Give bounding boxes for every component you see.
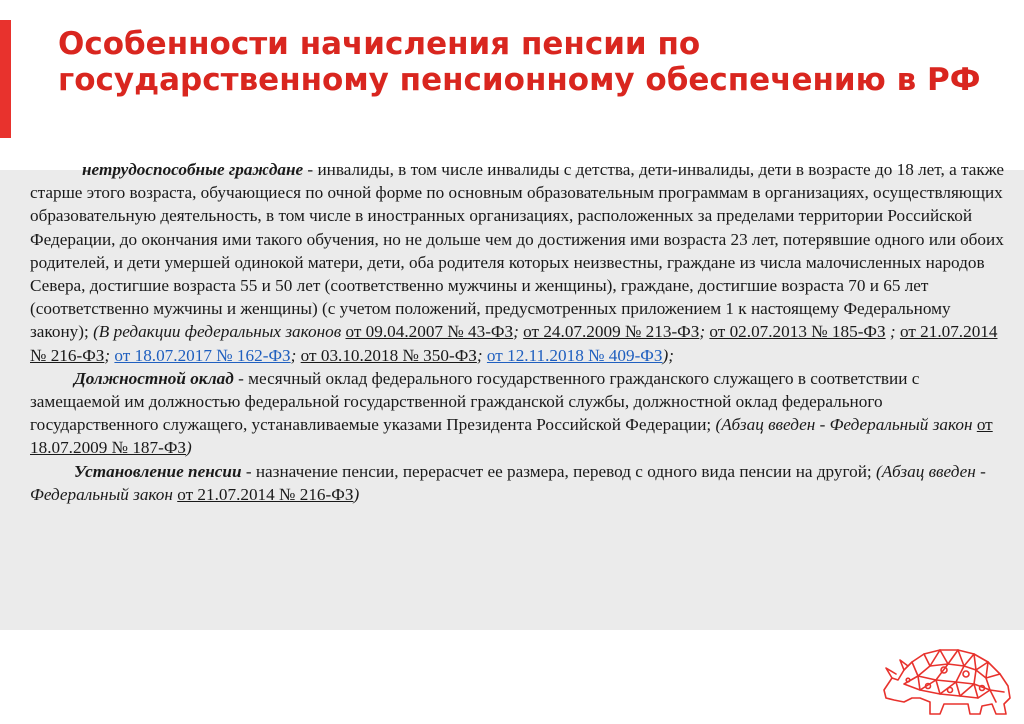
law-link-2009-213[interactable]: от 24.07.2009 № 213-ФЗ: [523, 322, 700, 342]
definition-text: - месячный оклад федерального государственного гражданского служащего в соответствии с замещаемой им должностью федеральной государственной гражданской службы, должностной оклад федерального государственного служащего, устанавливаемые указами Президента Российской Федерации;: [30, 368, 920, 435]
law-link-2014-216[interactable]: от 21.07.2014 № 216-ФЗ: [30, 322, 998, 365]
paragraph-pension-establishment: Установление пенсии - назначение пенсии, перерасчет ее размера, перевод с одного вида пенсии на другой; (Абзац введен - Федеральный закон от 21.07.2014 № 216-ФЗ): [30, 461, 986, 504]
term-official-salary: Должностной оклад: [74, 368, 234, 388]
amendment-note: (Абзац введен - Федеральный закон: [30, 461, 986, 504]
law-link-2013-185[interactable]: от 02.07.2013 № 185-ФЗ: [709, 322, 886, 342]
term-pension-establishment: Установление пенсии: [74, 461, 242, 481]
law-link-2018-350[interactable]: от 03.10.2018 № 350-ФЗ: [300, 345, 477, 365]
paragraph-disabled-citizens: нетрудоспособные граждане - инвалиды, в том числе инвалиды с детства, дети-инвалиды, дети в возрасте до 18 лет, а также старше этого возраста, обучающиеся по очной форме по основным образовательным программам в организациях, осуществляющих образовательную деятельность, в том числе в иностранных организациях, расположенных за пределами территории Российской Федерации, до окончания ими такого обучения, но не дольше чем до достижения ими возраста 23 лет, потерявшие одного или обоих родителей, и дети умершей одинокой матери, дети, оба родителя которых неизвестны, граждане из числа малочисленных народов Севера, достигшие возраста 55 и 50 лет (соответственно мужчины и женщины), граждане, достигшие возраста 70 и 65 лет (соответственно мужчины и женщины) (с учетом положений, предусмотренных приложением 1 к настоящему Федеральному закону); (В редакции федеральных законов от 09.04.2007 № 43-ФЗ; от 24.07.2009 № 213-ФЗ; от 02.07.2013 № 185-ФЗ ; от 21.07.2014 № 216-ФЗ; от 18.07.2017 № 162-ФЗ; от 03.10.2018 № 350-ФЗ; от 12.11.2018 № 409-ФЗ);: [30, 160, 1005, 365]
definition-text: - назначение пенсии, перерасчет ее размера, перевод с одного вида пенсии на другой;: [241, 461, 877, 481]
law-link-2007-43[interactable]: от 09.04.2007 № 43-ФЗ: [345, 322, 514, 342]
law-link-2017-162[interactable]: от 18.07.2017 № 162-ФЗ: [114, 345, 291, 365]
law-link-2018-409[interactable]: от 12.11.2018 № 409-ФЗ: [486, 345, 663, 365]
law-link-2014-216-b[interactable]: от 21.07.2014 № 216-ФЗ: [177, 484, 354, 504]
body-text: [30, 158, 1008, 506]
amendment-note: (В редакции федеральных законов: [93, 322, 346, 342]
term-disabled-citizens: нетрудоспособные граждане: [82, 160, 304, 179]
slide-title: Особенности начисления пенсии по государственному пенсионному обеспечению в РФ: [58, 26, 981, 98]
definition-text: - инвалиды, в том числе инвалиды с детства, дети-инвалиды, дети в возрасте до 18 лет, а также старше этого возраста, обучающиеся по очной форме по основным образовательным программам в организациях, осуществляющих образовательную деятельность, в том числе в иностранных организациях, расположенных за пределами территории Российской Федерации, до окончания ими такого обучения, но не дольше чем до достижения ими возраста 23 лет, потерявшие одного или обоих родителей, и дети умершей одинокой матери, дети, оба родителя которых неизвестны, граждане из числа малочисленных народов Севера, достигшие возраста 55 и 50 лет (соответственно мужчины и женщины), граждане, достигшие возраста 70 и 65 лет (соответственно мужчины и женщины) (с учетом положений, предусмотренных приложением 1 к настоящему Федеральному закону);: [30, 160, 1005, 342]
paragraph-official-salary: Должностной оклад - месячный оклад федерального государственного гражданского служащего в соответствии с замещаемой им должностью федеральной государственной гражданской службы, должностной оклад федерального государственного служащего, устанавливаемые указами Президента Российской Федерации; (Абзац введен - Федеральный закон от 18.07.2009 № 187-ФЗ): [30, 368, 993, 458]
title-accent-bar: [0, 20, 11, 138]
rhino-logo-icon: [878, 640, 1018, 718]
amendment-note: (Абзац введен - Федеральный закон: [715, 415, 977, 435]
law-link-2009-187[interactable]: от 18.07.2009 № 187-ФЗ: [30, 415, 993, 458]
